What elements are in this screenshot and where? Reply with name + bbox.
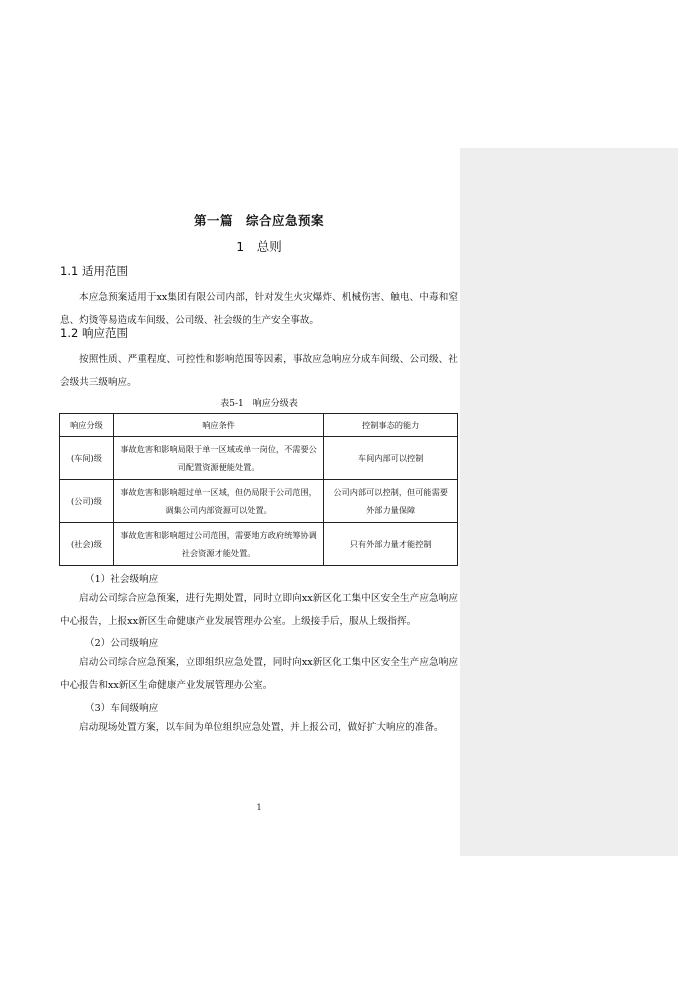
table-caption: 表5-1 响应分级表 — [220, 399, 298, 409]
section-heading-scope: 1.1 适用范围 — [60, 264, 128, 278]
table-cell-condition: 事故危害和影响超过单一区域，但仍局限于公司范围，调集公司内部资源可以处置。 — [113, 480, 323, 523]
comment-pane — [460, 148, 678, 856]
table-cell-level: (车间)级 — [60, 437, 114, 480]
response-title-workshop: （3）车间级响应 — [85, 703, 159, 714]
response-level-table — [59, 413, 458, 566]
section-heading-response-range: 1.2 响应范围 — [60, 326, 128, 340]
response-title-company: （2）公司级响应 — [85, 638, 159, 649]
chapter-title: 1 总则 — [236, 239, 282, 254]
table-header-cell: 控制事态的能力 — [324, 414, 458, 437]
table-row — [60, 480, 458, 523]
table-cell-capability: 车间内部可以控制 — [324, 437, 458, 480]
response-text-company: 启动公司综合应急预案，立即组织应急处置，同时向xx新区化工集中区安全生产应急响应中心报告和xx新区生命健康产业发展管理办公室。 — [60, 657, 458, 691]
table-header-cell: 响应条件 — [113, 414, 323, 437]
table-row — [60, 523, 458, 566]
response-text-workshop: 启动现场处置方案，以车间为单位组织应急处置，并上报公司，做好扩大响应的准备。 — [79, 722, 444, 733]
paragraph-scope: 本应急预案适用于xx集团有限公司内部，针对发生火灾爆炸、机械伤害、触电、中毒和窒息、灼烫等易造成车间级、公司级、社会级的生产安全事故。 — [60, 292, 458, 326]
table-row — [60, 437, 458, 480]
table-cell-condition: 事故危害和影响超过公司范围，需要地方政府统筹协调社会资源才能处置。 — [113, 523, 323, 566]
table-cell-level: (公司)级 — [60, 480, 114, 523]
part-title: 第一篇 综合应急预案 — [193, 213, 324, 228]
table-cell-capability: 公司内部可以控制，但可能需要外部力量保障 — [324, 480, 458, 523]
page-number: 1 — [256, 803, 262, 812]
response-text-society: 启动公司综合应急预案，进行先期处置，同时立即向xx新区化工集中区安全生产应急响应中心报告，上报xx新区生命健康产业发展管理办公室。上级接手后，服从上级指挥。 — [60, 593, 458, 627]
table-cell-level: (社会)级 — [60, 523, 114, 566]
table-header-row — [60, 414, 458, 437]
table-header-cell: 响应分级 — [60, 414, 114, 437]
table-cell-condition: 事故危害和影响局限于单一区域或单一岗位，不需要公司配置资源便能处置。 — [113, 437, 323, 480]
response-title-society: （1）社会级响应 — [85, 574, 159, 585]
table-cell-capability: 只有外部力量才能控制 — [324, 523, 458, 566]
paragraph-response-range: 按照性质、严重程度、可控性和影响范围等因素，事故应急响应分成车间级、公司级、社会级共三级响应。 — [60, 354, 458, 388]
